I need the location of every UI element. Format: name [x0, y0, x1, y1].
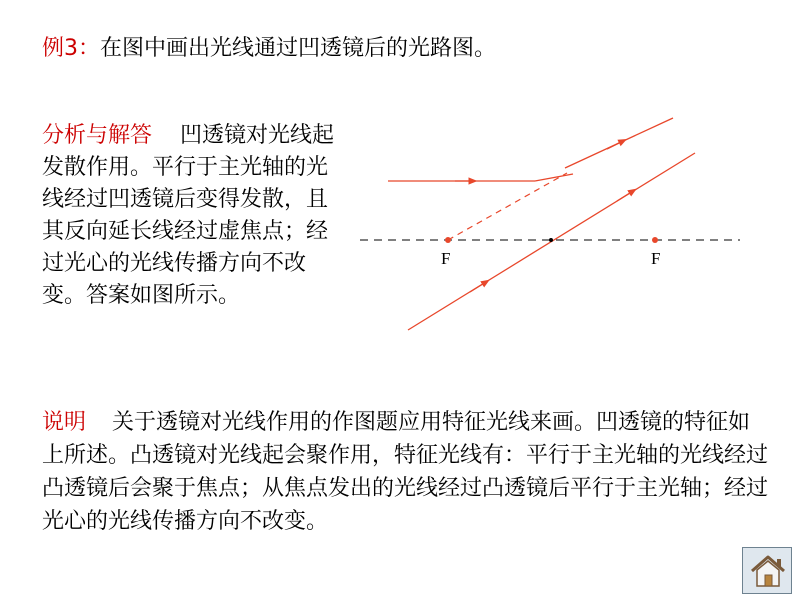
example-text: 在图中画出光线通过凹透镜后的光路图。	[100, 36, 497, 61]
focus-label-left: F	[441, 249, 451, 268]
light-path-diagram	[355, 110, 745, 340]
focus-label-right: F	[651, 249, 661, 268]
focus-point-left	[445, 237, 451, 243]
example-label: 例3：	[42, 36, 100, 61]
note-text: 关于透镜对光线作用的作图题应用特征光线来画。凹透镜的特征如上所述。凸透镜对光线起会聚作用，特征光线有：平行于主光轴的光线经过凸透镜后会聚于焦点；从焦点发出的光线经过凸透镜后平行于主光轴；经过光心的光线传播方向不改变。	[42, 410, 769, 534]
example-title	[42, 34, 496, 64]
home-icon	[749, 553, 787, 589]
refracted-ray-arrow	[607, 141, 623, 149]
analysis-label: 分析与解答	[42, 123, 153, 148]
reverse-extension-line	[448, 173, 567, 240]
analysis-section	[42, 120, 342, 312]
home-button[interactable]	[742, 547, 792, 594]
analysis-text: 凹透镜对光线起发散作用。平行于主光轴的光线经过凹透镜后变得发散，且其反向延长线经过虚焦点；经过光心的光线传播方向不改变。答案如图所示。	[42, 123, 335, 308]
optical-center	[549, 238, 553, 242]
note-section	[42, 406, 772, 538]
focus-point-right	[652, 237, 658, 243]
center-ray-arrow-lower	[470, 282, 486, 292]
center-ray-arrow-upper	[617, 191, 633, 201]
note-label: 说明	[42, 410, 87, 435]
